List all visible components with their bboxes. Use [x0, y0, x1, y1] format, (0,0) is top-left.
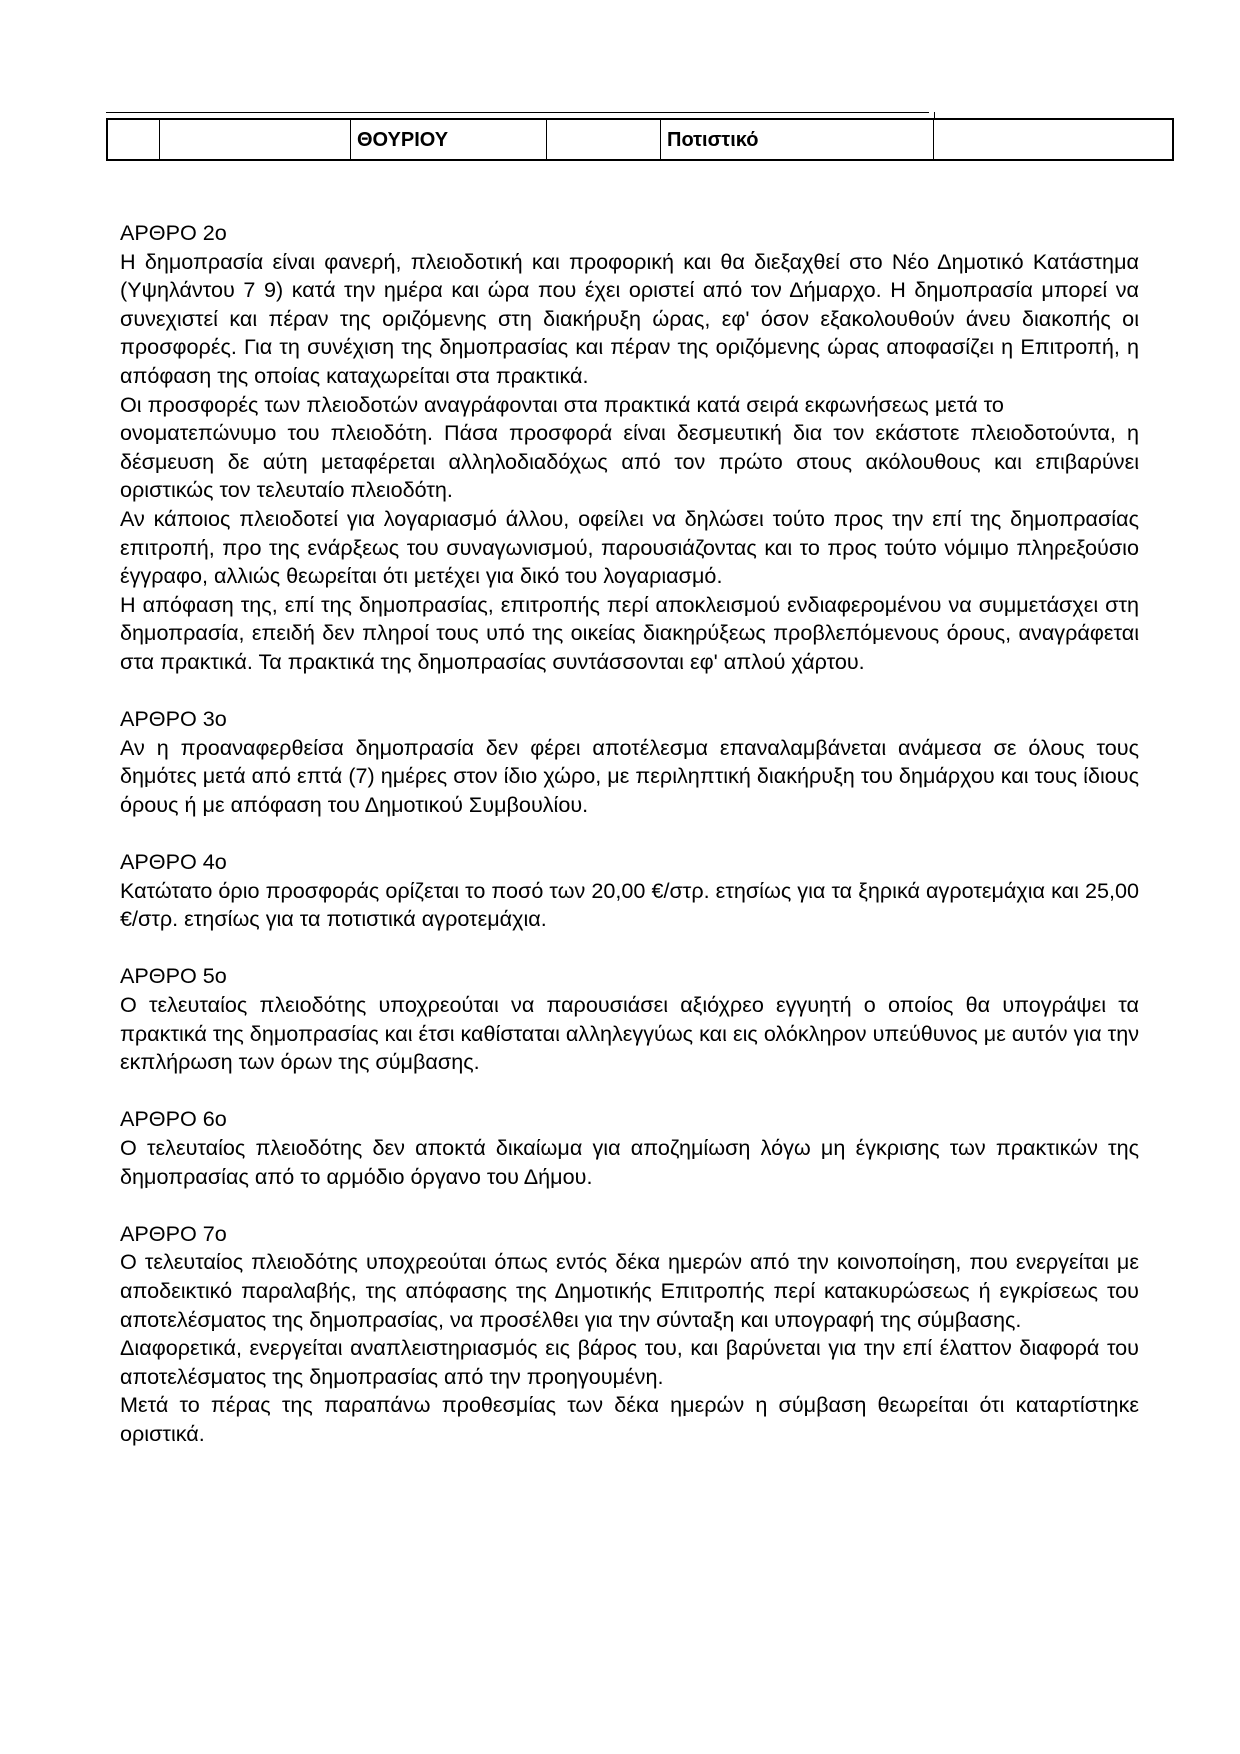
article-3 — [120, 705, 1139, 819]
article-paragraph: Η απόφαση της, επί της δημοπρασίας, επιτροπής περί αποκλεισμού ενδιαφερομένου να συμμετάσχει στη δημοπρασία, επειδή δεν πληροί τους υπό της οικείας διακηρύξεως προβλεπόμενους όρους, αναγράφεται στα πρακτικά. Τα πρακτικά της δημοπρασίας συντάσσονται εφ' απλού χάρτου. — [120, 591, 1139, 674]
article-2 — [120, 219, 1139, 677]
article-paragraph: Η δημοπρασία είναι φανερή, πλειοδοτική και προφορική και θα διεξαχθεί στο Νέο Δημοτικό Κατάστημα (Υψηλάντου 7 9) κατά την ημέρα και ώρα που έχει οριστεί από τον Δήμαρχο. Η δημοπρασία μπορεί να συνεχιστεί και πέραν της οριζόμενης στη διακήρυξη ώρας, εφ' όσον εξακολουθούν άνευ διακοπής οι προσφορές. Για τη συνέχιση της δημοπρασίας και πέραν της οριζόμενης ώρας αποφασίζει η Επιτροπή, η απόφαση της οποίας καταχωρείται στα πρακτικά. — [120, 248, 1139, 388]
document-body — [120, 219, 1139, 1449]
article-paragraph: Ο τελευταίος πλειοδότης υποχρεούται όπως εντός δέκα ημερών από την κοινοποίηση, που ενεργείται με αποδεικτικό παραλαβής, της απόφασης της Δημοτικής Επιτροπής περί κατακυρώσεως ή εγκρίσεως του αποτελέσματος της δημοπρασίας, να προσέλθει για την σύνταξη και υπογραφή της σύμβασης. — [120, 1249, 1139, 1332]
table-cell — [108, 120, 160, 159]
header-table-row — [106, 118, 1174, 161]
article-paragraph: Ο τελευταίος πλειοδότης υποχρεούται να παρουσιάσει αξιόχρεο εγγυητή ο οποίος θα υπογράψει τα πρακτικά της δημοπρασίας και έτσι καθίσταται αλληλεγγύως και εις ολόκληρον υπεύθυνος με αυτόν για την εκπλήρωση των όρων της σύμβασης. — [120, 992, 1139, 1075]
article-heading: ΑΡΘΡΟ 7ο — [120, 1220, 227, 1246]
article-paragraph: Οι προσφορές των πλειοδοτών αναγράφονται στα πρακτικά κατά σειρά εκφωνήσεως μετά το — [120, 391, 1004, 417]
article-6 — [120, 1105, 1139, 1191]
article-heading: ΑΡΘΡΟ 4ο — [120, 849, 227, 875]
article-paragraph: ονοματεπώνυμο του πλειοδότη. Πάσα προσφορά είναι δεσμευτική δια τον εκάστοτε πλειοδοτούντα, η δέσμευση δε αύτη μεταφέρεται αλληλοδιαδόχως από τον πρώτο στους ακόλουθους και επιβαρύνει οριστικώς τον τελευταίο πλειοδότη. — [120, 420, 1139, 503]
article-heading: ΑΡΘΡΟ 5ο — [120, 963, 227, 989]
table-top-rule — [106, 112, 929, 113]
table-cell-location: ΘΟΥΡΙΟΥ — [351, 120, 547, 159]
article-paragraph: Αν η προαναφερθείσα δημοπρασία δεν φέρει αποτέλεσμα επαναλαμβάνεται ανάμεσα σε όλους τους δημότες μετά από επτά (7) ημέρες στον ίδιο χώρο, με περιληπτική διακήρυξη του δημάρχου και τους ίδιους όρους ή με απόφαση του Δημοτικού Συμβουλίου. — [120, 734, 1139, 817]
table-cell — [934, 120, 1172, 159]
article-paragraph: Μετά το πέρας της παραπάνω προθεσμίας των δέκα ημερών η σύμβαση θεωρείται ότι καταρτίστηκε οριστικά. — [120, 1392, 1139, 1446]
table-cell — [160, 120, 351, 159]
article-paragraph: Διαφορετικά, ενεργείται αναπλειστηριασμός εις βάρος του, και βαρύνεται για την επί έλαττον διαφορά του αποτελέσματος της δημοπρασίας από την προηγουμένη. — [120, 1335, 1139, 1389]
article-heading: ΑΡΘΡΟ 6ο — [120, 1106, 227, 1132]
article-5 — [120, 962, 1139, 1076]
table-cell — [547, 120, 661, 159]
article-paragraph: Ο τελευταίος πλειοδότης δεν αποκτά δικαίωμα για αποζημίωση λόγω μη έγκρισης των πρακτικών της δημοπρασίας από το αρμόδιο όργανο του Δήμου. — [120, 1135, 1139, 1189]
article-7 — [120, 1220, 1139, 1449]
article-paragraph: Αν κάποιος πλειοδοτεί για λογαριασμό άλλου, οφείλει να δηλώσει τούτο προς την επί της δημοπρασίας επιτροπή, προ της ενάρξεως του συναγωνισμού, παρουσιάζοντας και το προς τούτο νόμιμο πληρεξούσιο έγγραφο, αλλιώς θεωρείται ότι μετέχει για δικό του λογαριασμό. — [120, 505, 1139, 589]
article-heading: ΑΡΘΡΟ 2ο — [120, 220, 227, 245]
table-cell-land-type: Ποτιστικό — [661, 120, 934, 159]
article-4 — [120, 848, 1139, 934]
article-paragraph: Κατώτατο όριο προσφοράς ορίζεται το ποσό των 20,00 €/στρ. ετησίως για τα ξηρικά αγροτεμάχια και 25,00 €/στρ. ετησίως για τα ποτιστικά αγροτεμάχια. — [120, 877, 1139, 932]
article-heading: ΑΡΘΡΟ 3ο — [120, 706, 227, 732]
